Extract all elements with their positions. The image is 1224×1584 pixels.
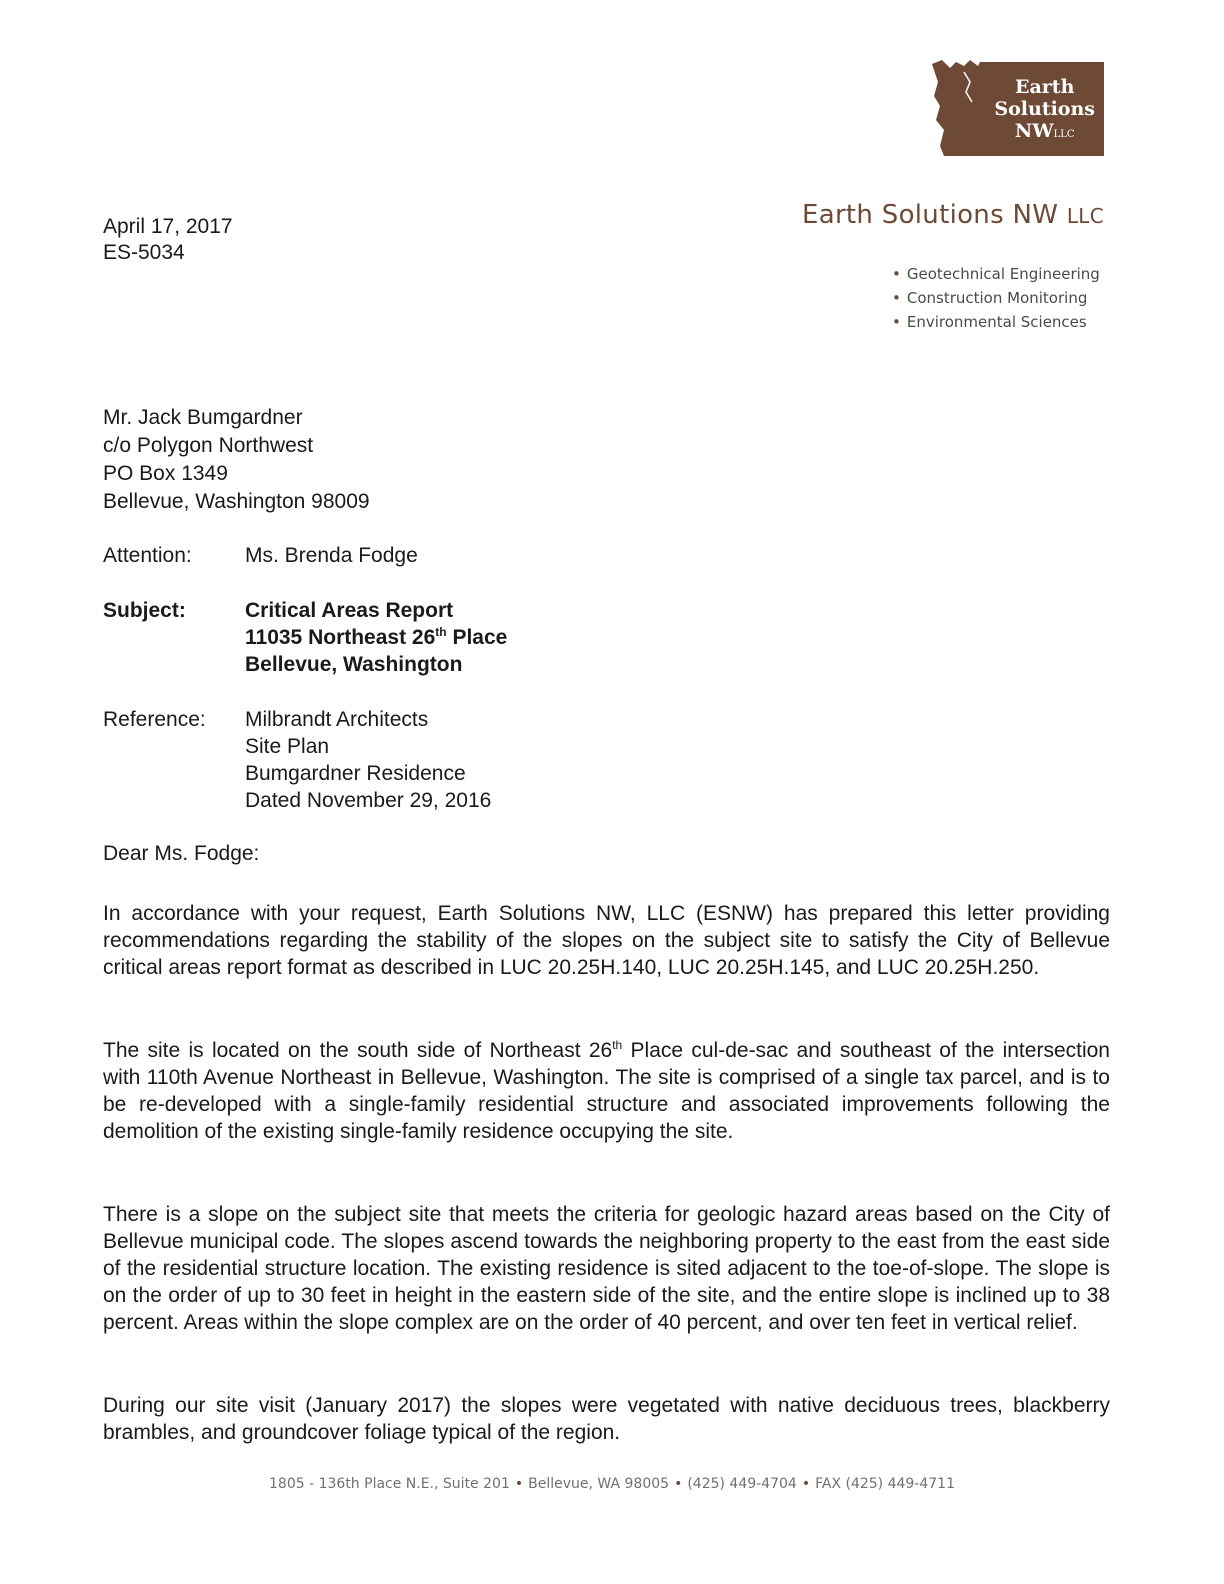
body-paragraph: During our site visit (January 2017) the slopes were vegetated with native deciduous trees, blackberry brambles, and groundcover foliage typical of the region. xyxy=(103,1394,1110,1444)
bullet-icon: • xyxy=(892,313,901,331)
service-item: • Construction Monitoring xyxy=(892,289,1088,307)
body-paragraph: There is a slope on the subject site that meets the criteria for geologic hazard areas based on the City of Bellevue municipal code. The slopes ascend towards the neighboring property to the east from the east side of the residential structure location. The existing residence is sited adjacent to the toe-of-slope. The slope is on the order of up to 30 feet in height in the eastern side of the site, and the entire slope is inclined up to 38 percent. Areas within the slope complex are on the order of 40 percent, and over ten feet in vertical relief. xyxy=(103,1203,1110,1334)
body-paragraph: In accordance with your request, Earth Solutions NW, LLC (ESNW) has prepared this letter providing recommendations regarding the stability of the slopes on the subject site to satisfy the City of Bellevue critical areas report format as described in LUC 20.25H.140, LUC 20.25H.145, and LUC 20.25H.250. xyxy=(103,902,1110,979)
body-paragraph: The site is located on the south side of Northeast 26th Place cul-de-sac and southeast of the intersection with 110th Avenue Northeast in Bellevue, Washington. The site is comprised of a single tax parcel, and is to be re-developed with a single-family residential structure and associated improvements following the demolition of the existing single-family residence occupying the site. xyxy=(103,1038,1110,1143)
company-logo xyxy=(930,58,1105,158)
bullet-icon: • xyxy=(892,265,901,283)
recipient-address: Mr. Jack Bumgardner c/o Polygon Northwest PO Box 1349 Bellevue, Washington 98009 xyxy=(103,406,370,513)
company-name: Earth Solutions NW LLC xyxy=(801,200,1104,230)
service-item: • Environmental Sciences xyxy=(892,313,1087,331)
reference-number: ES-5034 xyxy=(103,241,185,264)
bullet-icon: • xyxy=(892,289,901,307)
service-item: • Geotechnical Engineering xyxy=(892,265,1100,283)
footer-contact: 1805 - 136th Place N.E., Suite 201 • Bellevue, WA 98005 • (425) 449-4704 • FAX (425) 449-4711 xyxy=(269,1476,955,1492)
salutation: Dear Ms. Fodge: xyxy=(103,842,260,865)
date-block xyxy=(103,214,233,266)
bullet-icon: • xyxy=(674,1476,683,1492)
logo-text: Earth Solutions NWLLC xyxy=(994,76,1095,142)
bullet-icon: • xyxy=(514,1476,524,1492)
services-list xyxy=(892,262,1100,334)
letter-date: April 17, 2017 xyxy=(103,215,233,238)
bullet-icon: • xyxy=(801,1476,811,1492)
